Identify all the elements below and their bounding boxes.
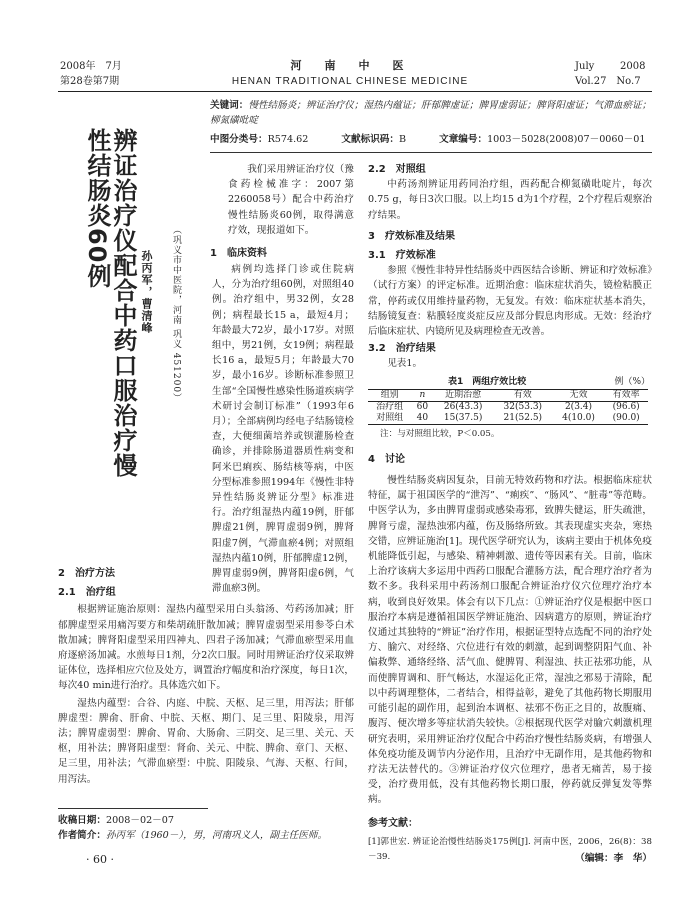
header-month: July — [575, 61, 595, 72]
article-title: 辨证治疗仪配合中药口服治疗慢性结肠炎60例 — [83, 128, 137, 478]
header-volume-en: Vol.27 No.7 — [575, 76, 641, 87]
received-date: 2008－02－07 — [105, 815, 174, 826]
article-id-label: 文章编号： — [439, 134, 488, 145]
section-2-1-title: 2.1 治疗组 — [58, 587, 116, 599]
footnotes — [58, 813, 358, 843]
table-header-row — [368, 389, 648, 401]
table-cell: 26(43.3) — [443, 401, 483, 412]
reference-item: [1]郭世宏. 辨证论治慢性结肠炎175例[J]. 河南中医，2006，26(8)：38－39. — [368, 836, 652, 862]
section-1-title: 1 临床资料 — [210, 248, 267, 259]
table-header-cell: 近期治愈 — [445, 389, 482, 400]
classification-line — [210, 132, 652, 147]
page-number: · 60 · — [86, 853, 114, 866]
table-cell: 15(37.5) — [443, 412, 483, 423]
author-info: 孙丙军（1960－），男，河南巩义人，副主任医师。 — [105, 830, 328, 842]
section-2-2-title: 2.2 对照组 — [368, 164, 426, 175]
header-volume: 第28卷第7期 — [60, 76, 120, 87]
section-2-1-paragraph-2: 湿热内蕴型：合谷、内庭、中脘、天枢、足三里，用泻法；肝郁脾虚型：脾俞、肝俞、中脘、天枢、期门、足三里、阳陵泉，用泻法；脾胃虚弱型：脾俞、胃俞、大肠俞、三阴交、足三里、关元、天枢，用补法；脾肾阳虚型：肾俞、关元、中脘、脾俞、章门、天枢、足三里，用补法；气滞血瘀型：中脘、阳陵泉、气海、天枢、行间，用泻法。 — [58, 697, 354, 785]
section-3-title: 3 疗效标准及结果 — [368, 230, 455, 242]
article-id-value: 1003－5028(2008)07－0060－01 — [487, 134, 646, 145]
left-column-lower — [58, 520, 354, 787]
table-note: 注：与对照组比较，P＜0.05。 — [380, 428, 500, 439]
journal-name-cn: 河 南 中 医 — [290, 60, 410, 72]
table-cell: 32(53.3) — [503, 401, 543, 412]
table-header-cell: 组别 — [380, 389, 399, 400]
intro-paragraph — [228, 162, 354, 238]
table-unit: 例（%） — [614, 376, 650, 387]
clc-label: 中图分类号： — [210, 134, 268, 145]
section-3-1-title: 3.1 疗效标准 — [368, 250, 436, 262]
header-rule — [58, 91, 652, 92]
editor-note: （编辑：李 华） — [575, 853, 652, 865]
journal-name-en: HENAN TRADITIONAL CHINESE MEDICINE — [231, 76, 469, 87]
table-header-cell: 有效率 — [612, 389, 640, 400]
author-info-label: 作者简介： — [58, 830, 106, 842]
section-3-2-paragraph: 见表1。 — [387, 358, 423, 370]
section-2-2-paragraph: 中药汤剂辨证用药同治疗组，西药配合柳氮磺吡啶片，每次0.75 g，每日3次口服。以上均15 d为1个疗程，2个疗程后观察治疗结果。 — [368, 179, 652, 221]
references-title: 参考文献： — [368, 817, 418, 829]
table-row — [368, 413, 648, 425]
table-cell: 4(10.0) — [562, 412, 595, 423]
table-cell: 60 — [416, 401, 429, 412]
section-2-title: 2 治疗方法 — [58, 568, 115, 579]
table-caption: 表1 两组疗效比较 — [448, 376, 527, 387]
intro-text: 我们采用辨证治疗仪（豫食药检械准字：2007第2260058号）配合中药治疗慢性结肠炎60例，取得满意疗效，现报道如下。 — [228, 164, 354, 236]
table-cell: 对照组 — [376, 412, 404, 423]
keywords-label: 关键词： — [210, 100, 249, 111]
table-cell: (90.0) — [612, 412, 640, 423]
keywords-rule — [210, 152, 652, 153]
table-header-cell: 有效 — [513, 389, 532, 400]
header-year: 2008 — [620, 61, 646, 72]
right-column — [368, 162, 652, 866]
table-cell: (96.6) — [612, 401, 640, 412]
section-2-1-paragraph-1: 根据辨证施治原则：湿热内蕴型采用白头翁汤、芍药汤加减；肝郁脾虚型采用痛泻要方和柴胡疏肝散加减；脾胃虚弱型采用参苓白术散加减；脾肾阳虚型采用四神丸、四君子汤加减；气滞血瘀型采用血府逐瘀汤加减。水煎每日1剂，分2次口服。同时用辨证治疗仪采取辨证体位，选择相应穴位及处方，调置治疗幅度和治疗深度，每日1次，每次40 min进行治疗。具体选穴如下。 — [58, 604, 354, 692]
table-caption-row — [368, 375, 652, 389]
clc-value: R574.62 — [267, 134, 309, 145]
section-4-title: 4 讨论 — [368, 453, 405, 465]
section-3-2-title: 3.2 治疗结果 — [368, 343, 436, 355]
keywords-text: 慢性结肠炎；辨证治疗仪；湿热内蕴证；肝郁脾虚证；脾胃虚弱证；脾肾阳虚证；气滞血瘀证；柳氮磺吡啶 — [210, 100, 652, 126]
received-label: 收稿日期： — [58, 815, 106, 826]
article-authors: 孙丙军，曹清峰 — [140, 250, 153, 334]
table-cell: 21(52.5) — [503, 412, 543, 423]
table-row — [368, 401, 648, 413]
table-header-cell: 无效 — [569, 389, 588, 400]
doc-code-label: 文献标识码： — [341, 134, 399, 145]
section-1-paragraph: 病例均选择门诊或住院病人，分为治疗组60例，对照组40例。治疗组中，男32例，女28例；病程最长15 a，最短4月；年龄最大72岁，最小17岁。对照组中，男21例，女19例；病程最长16 a，最短5月；年龄最大70岁，最小16岁。诊断标准参照卫生部“全国慢性感染性肠道疾病学术研讨会制订标准”（1993年6月）；全部病例均经电子结肠镜检查，大便细菌培养或钡灌肠检查确诊，并排除肠道器质性病变和阿米巴痢疾、肠结核等病，中医分型标准参照1994年《慢性非特异性结肠炎辨证分型》标准进行。治疗组湿热内蕴19例，肝郁脾虚21例，脾胃虚弱9例，脾肾阳虚7例，气滞血瘀4例；对照组湿热内蕴10例，肝郁脾虚12例，脾胃虚弱9例，脾肾阳虚6例，气滞血瘀3例。 — [212, 264, 354, 595]
doc-code-value: B — [398, 134, 407, 145]
keywords — [210, 98, 652, 128]
section-4-paragraph: 慢性结肠炎病因复杂，目前无特效药物和疗法。根据临床症状特征，属于祖国医学的“泄泻”、“痢疾”、“肠风”、“脏毒”等范畴。中医学认为，多由脾胃虚弱或感染毒邪，致脾失健运，肝失疏泄，脾肾亏虚，湿热浊邪内蕴，伤及肠络所致。其表现虚实夹杂，寒热交错，应辨证施治[1]。现代医学研究认为，该病主要由于机体免疫机能降低引起，与感染、精神刺激、遗传等因素有关。目前，临床上治疗该病大多运用中西药口服配合灌肠方法，配合理疗治疗者为数不多。我科采用中药汤剂口服配合辨证治疗仪穴位理疗治疗本病，收到良好效果。体会有以下几点：①辨证治疗仪是根据中医口服治疗本病是遵循祖国医学辨证施治、因病遣方的原则，辨证治疗仪通过其独特的“辨证”治疗作用，根据证型特点选配不同的治疗处方、腧穴、对经络、穴位进行有效的刺激，起到调整阴阳气血、补偏救弊、通络经络、活气血、健脾胃、利湿浊、扶正祛邪功能，从而使脾胃调和、肝气畅达，水湿运化正常，湿浊之邪易于清除，配以中药调理整体，二者结合，相得益彰，避免了其他药物长期服用可能引起的副作用，起到治本调枢、祛邪不伤正之目的，故腹痛、腹泻、便次增多等症状消失较快。②根据现代医学对腧穴刺激机理研究表明，采用辨证治疗仪配合中药治疗慢性结肠炎病，有增强人体免疫功能及调节内分泌作用，且治疗中无副作用，是其他药物和疗法无法替代的。③辨证治疗仪穴位理疗，患者无痛苦，易于接受，治疗费用低，没有其他药物长期口服，停药就反弹复发等弊病。 — [368, 475, 652, 806]
section-3-1-paragraph: 参照《慢性非特异性结肠炎中西医结合诊断、辨证和疗效标准》（试行方案）的评定标准。近期治愈：临床症状消失，镜检粘膜正常，停药或仅用维持量药物，无复发。有效：临床症状基本消失，结肠镜复查：粘膜轻度炎症反应及部分假息肉形成。无效：经治疗后临床症状、内镜所见及病理检查无改善。 — [368, 265, 652, 338]
footnote-rule — [58, 808, 208, 809]
table-cell: 2(3.4) — [564, 401, 593, 412]
table-cell: 40 — [416, 412, 429, 423]
article-affiliation: （巩义市中医院，河南 巩义 451200） — [171, 225, 181, 404]
table-cell: 治疗组 — [376, 401, 404, 412]
results-table — [368, 389, 648, 425]
table-header-cell: n — [419, 389, 426, 400]
header-date: 2008年 7月 — [60, 61, 122, 72]
